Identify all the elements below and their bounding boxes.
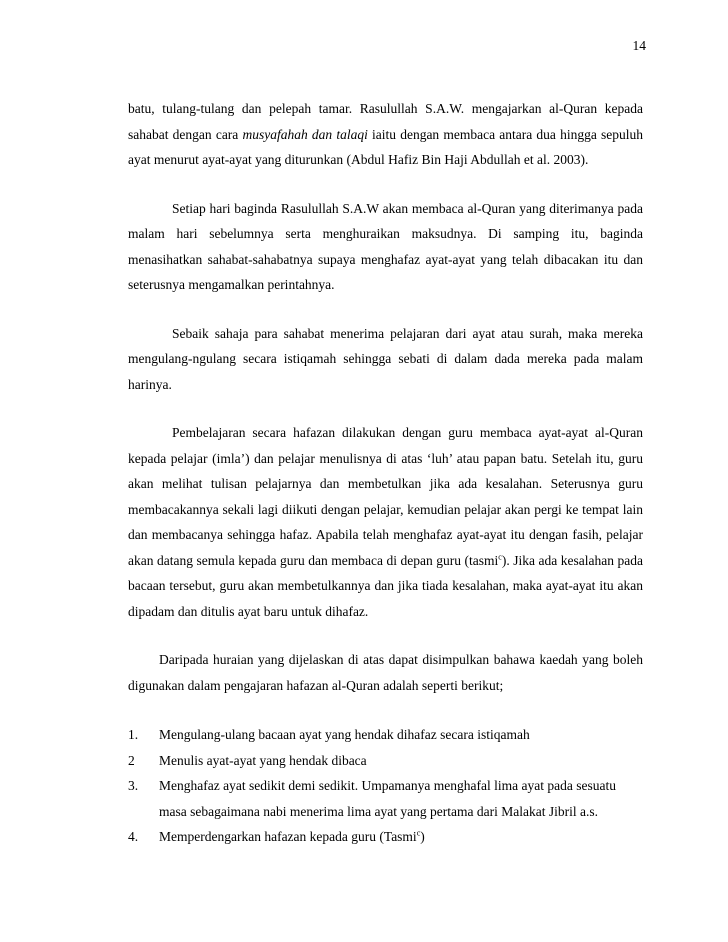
list-number: 1.: [128, 727, 139, 742]
list-item: [128, 773, 643, 824]
paragraph-5: Daripada huraian yang dijelaskan di atas dapat disimpulkan bahawa kaedah yang boleh digunakan dalam pengajaran hafazan al-Quran adalah seperti berikut;: [128, 652, 643, 693]
list-number: 2: [128, 752, 135, 768]
list-text: Menulis ayat-ayat yang hendak dibaca: [159, 752, 367, 768]
list-text: Menghafaz ayat sedikit demi sedikit. Umpamanya menghafal lima ayat pada sesuatu masa sebagaimana nabi menerima lima ayat yang pertama dari Malakat Jibril a.s.: [159, 778, 616, 819]
list-text: Memperdengarkan hafazan kepada guru (Tasmi$^c$): [159, 828, 425, 844]
paragraph-1: batu, tulang-tulang dan pelepah tamar. Rasulullah S.A.W. mengajarkan al-Quran kepada sahabat dengan cara musyafahah dan talaqi iaitu dengan membaca antara dua hingga sepuluh ayat menurut ayat-ayat yang diturunkan (Abdul Hafiz Bin Haji Abdullah et al. 2003).: [128, 101, 644, 167]
list-text: Mengulang-ulang bacaan ayat yang hendak dihafaz secara istiqamah: [159, 727, 530, 742]
superscript: c: [416, 828, 421, 838]
list-number: 3.: [128, 778, 139, 793]
list-number: 4.: [128, 829, 139, 844]
list-item: [128, 748, 643, 774]
document-body: [128, 96, 643, 850]
superscript: c: [498, 552, 502, 561]
paragraph-4: Pembelajaran secara hafazan dilakukan dengan guru membaca ayat-ayat al-Quran kepada pelajar (imla’) dan pelajar menulisnya di atas ‘luh’ atau papan batu. Setelah itu, guru akan melihat tulisan pelajarnya dan membetulkan jika ada kesalahan. Seterusnya guru membacakannya sekali lagi diikuti dengan pelajar, kemudian pelajar akan pergi ke tempat lain dan membacanya sehingga hafaz. Apabila telah menghafaz ayat-ayat itu dengan fasih, pelajar akan datang semula kepada guru dan membaca di depan guru (tasmi$^c$). Jika ada kesalahan pada bacaan tersebut, guru akan membetulkannya dan jika tiada kesalahan, maka ayat-ayat itu akan dipadam dan ditulis ayat baru untuk dihafaz.: [128, 425, 643, 619]
italic-term: musyafahah dan talaqi: [242, 126, 368, 142]
paragraph-3: Sebaik sahaja para sahabat menerima pelajaran dari ayat atau surah, maka mereka mengulang-ngulang secara istiqamah sehingga sebati di dalam dada mereka pada malam harinya.: [128, 325, 643, 392]
list-item: [128, 824, 643, 850]
numbered-list: [128, 722, 643, 850]
list-item: [128, 722, 643, 748]
page-number: 14: [632, 38, 646, 53]
paragraph-2: Setiap hari baginda Rasulullah S.A.W akan membaca al-Quran yang diterimanya pada malam hari sebelumnya serta menghuraikan maksudnya. Di samping itu, baginda menasihatkan sahabat-sahabatnya supaya menghafaz ayat-ayat yang telah dibacakan itu dan seterusnya mengamalkan perintahnya.: [128, 200, 643, 292]
